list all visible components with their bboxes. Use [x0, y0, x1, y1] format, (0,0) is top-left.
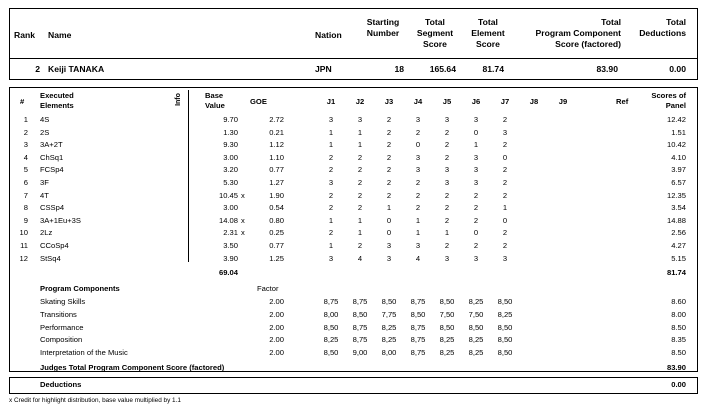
element-goe: 2.72: [269, 115, 284, 124]
element-panel-score: 12.42: [666, 115, 686, 124]
component-row: [0, 295, 710, 308]
element-judge-score: 2: [444, 152, 450, 162]
element-goe: 0.80: [269, 215, 284, 225]
judge-header-3: J3: [384, 97, 394, 106]
element-judge-score: 2: [502, 190, 508, 200]
element-number: 12: [19, 253, 28, 263]
component-judge-score: 7,50: [468, 309, 484, 319]
element-judge-score: 3: [473, 115, 479, 124]
element-judge-score: 0: [502, 152, 508, 162]
header-divider: [9, 58, 698, 59]
element-goe: 0.77: [269, 241, 284, 250]
element-panel-score: 10.42: [666, 140, 686, 150]
component-judge-score: 8,25: [468, 335, 484, 345]
element-judge-score: 2: [386, 140, 392, 150]
element-goe: 0.25: [269, 228, 284, 238]
component-judge-score: 8,75: [323, 297, 339, 306]
num-header: #: [20, 97, 25, 106]
element-judge-score: 2: [444, 241, 450, 250]
element-judge-score: 3: [473, 152, 479, 162]
element-judge-score: 3: [444, 178, 450, 187]
element-judge-score: 1: [328, 215, 334, 225]
scores-of-panel-header: Scores of Panel: [651, 91, 686, 110]
element-goe: 1.12: [269, 140, 284, 150]
judge-header-4: J4: [413, 97, 423, 106]
element-judge-score: 1: [357, 215, 363, 225]
element-judge-score: 2: [444, 203, 450, 213]
element-base-value: 3.50: [223, 241, 238, 250]
pcs-total-value: 83.90: [666, 363, 686, 372]
element-code: 4T: [40, 190, 49, 200]
pcs-value: 83.90: [596, 64, 618, 74]
element-code: ChSq1: [40, 152, 64, 162]
segment-score-header: Total Segment Score: [416, 17, 454, 49]
judge-header-7: J7: [500, 97, 510, 106]
component-factor: 2.00: [269, 335, 284, 345]
element-base-value: 2.31: [223, 228, 238, 238]
deductions-label: Deductions: [40, 380, 82, 389]
element-judge-score: 2: [386, 115, 392, 124]
element-base-value: 3.20: [223, 165, 238, 175]
element-judge-score: 1: [357, 140, 363, 150]
element-panel-score: 6.57: [671, 178, 686, 187]
component-judge-score: 8,25: [381, 322, 397, 332]
element-judge-score: 2: [415, 127, 421, 137]
component-judge-score: 8,25: [468, 348, 484, 358]
element-judge-score: 2: [386, 152, 392, 162]
element-goe: 1.25: [269, 253, 284, 263]
element-judge-score: 4: [357, 253, 363, 263]
element-judge-score: 2: [386, 127, 392, 137]
component-factor: 2.00: [269, 309, 284, 319]
component-judge-score: 8,75: [410, 348, 426, 358]
base-value-header: Base Value: [205, 91, 225, 110]
element-judge-score: 1: [502, 203, 508, 213]
element-row: [0, 164, 710, 176]
element-judge-score: 3: [386, 241, 392, 250]
element-judge-score: 2: [502, 178, 508, 187]
element-judge-score: 3: [328, 178, 334, 187]
element-judge-score: 1: [444, 228, 450, 238]
element-panel-score: 14.88: [666, 215, 686, 225]
element-judge-score: 2: [357, 152, 363, 162]
element-panel-score: 1.51: [671, 127, 686, 137]
component-name: Interpretation of the Music: [40, 348, 128, 358]
element-row: [0, 152, 710, 164]
element-row: [0, 202, 710, 214]
component-judge-score: 8,75: [410, 335, 426, 345]
component-panel-score: 8.35: [671, 335, 686, 345]
element-panel-score: 4.27: [671, 241, 686, 250]
element-number: 3: [23, 140, 28, 150]
element-judge-score: 2: [357, 165, 363, 175]
element-judge-score: 2: [328, 228, 334, 238]
element-judge-score: 2: [444, 215, 450, 225]
element-panel-score: 12.35: [666, 190, 686, 200]
element-base-value: 14.08: [218, 215, 238, 225]
element-number: 1: [23, 115, 28, 124]
component-row: [0, 308, 710, 321]
element-base-value: 10.45: [218, 190, 238, 200]
component-judge-score: 8,25: [439, 335, 455, 345]
component-judge-score: 7,75: [381, 309, 397, 319]
element-base-value: 9.30: [223, 140, 238, 150]
element-goe: 1.10: [269, 152, 284, 162]
component-row: [0, 346, 710, 359]
element-judge-score: 0: [386, 228, 392, 238]
element-judge-score: 3: [444, 115, 450, 124]
element-judge-score: 2: [473, 241, 479, 250]
component-judge-score: 8,25: [468, 297, 484, 306]
element-base-value: 3.00: [223, 152, 238, 162]
element-judge-score: 2: [328, 152, 334, 162]
element-judge-score: 3: [415, 115, 421, 124]
element-code: 3F: [40, 178, 49, 187]
component-judge-score: 8,75: [410, 297, 426, 306]
element-code: FCSp4: [40, 165, 64, 175]
element-judge-score: 2: [444, 127, 450, 137]
skater-name: Keiji TANAKA: [48, 64, 105, 74]
element-code: 2Lz: [40, 228, 53, 238]
element-judge-score: 2: [357, 241, 363, 250]
name-header: Name: [48, 30, 72, 40]
deductions-box: [9, 377, 698, 394]
element-goe: 0.77: [269, 165, 284, 175]
element-judge-score: 1: [473, 140, 479, 150]
element-judge-score: 1: [386, 203, 392, 213]
component-row: [0, 333, 710, 346]
element-row: [0, 253, 710, 265]
element-judge-score: 3: [502, 253, 508, 263]
element-judge-score: 3: [444, 165, 450, 175]
info-header: Info: [174, 93, 182, 106]
element-judge-score: 2: [502, 241, 508, 250]
element-row: [0, 114, 710, 126]
element-judge-score: 3: [444, 253, 450, 263]
rank-header: Rank: [14, 30, 36, 40]
element-judge-score: 2: [502, 165, 508, 175]
goe-header: GOE: [250, 97, 267, 106]
ref-header: Ref: [616, 97, 629, 106]
element-row: [0, 177, 710, 189]
element-judge-score: 3: [357, 115, 363, 124]
component-judge-score: 9,00: [352, 348, 368, 358]
element-goe: 1.90: [269, 190, 284, 200]
component-judge-score: 8,75: [352, 297, 368, 306]
element-judge-score: 2: [328, 190, 334, 200]
executed-elements-header: Executed Elements: [40, 91, 74, 110]
component-judge-score: 8,50: [439, 297, 455, 306]
judge-header-6: J6: [471, 97, 481, 106]
element-code: 4S: [40, 115, 50, 124]
element-panel-score: 2.56: [671, 228, 686, 238]
component-name: Performance: [40, 322, 84, 332]
element-judge-score: 2: [473, 203, 479, 213]
element-judge-score: 2: [415, 190, 421, 200]
element-score-value: 81.74: [482, 64, 504, 74]
component-factor: 2.00: [269, 297, 284, 306]
pcs-total-label: Judges Total Program Component Score (factored): [40, 363, 225, 372]
element-judge-score: 1: [357, 228, 363, 238]
element-judge-score: 1: [328, 127, 334, 137]
component-judge-score: 8,50: [381, 297, 397, 306]
element-code: 3A+1Eu+3S: [40, 215, 81, 225]
element-judge-score: 3: [415, 152, 421, 162]
component-judge-score: 8,00: [323, 309, 339, 319]
nation-header: Nation: [315, 30, 342, 40]
nation-value: JPN: [315, 64, 332, 74]
judge-header-1: J1: [326, 97, 336, 106]
element-judge-score: 2: [386, 165, 392, 175]
element-row: [0, 215, 710, 227]
element-judge-score: 2: [444, 190, 450, 200]
element-number: 11: [20, 241, 28, 250]
element-judge-score: 1: [328, 241, 334, 250]
starting-number-header: Starting Number: [366, 17, 400, 38]
element-goe: 0.54: [269, 203, 284, 213]
element-judge-score: 3: [386, 253, 392, 263]
element-judge-score: 3: [473, 165, 479, 175]
element-number: 4: [23, 152, 28, 162]
component-judge-score: 8,50: [323, 348, 339, 358]
element-judge-score: 2: [386, 190, 392, 200]
deductions-header: Total Deductions: [639, 17, 686, 38]
component-judge-score: 8,25: [381, 335, 397, 345]
element-judge-score: 1: [415, 215, 421, 225]
element-row: [0, 227, 710, 239]
element-number: 2: [23, 127, 28, 137]
element-row: [0, 127, 710, 139]
segment-score-value: 165.64: [429, 64, 456, 74]
panel-score-total: 81.74: [666, 268, 686, 277]
element-judge-score: 0: [473, 127, 479, 137]
component-judge-score: 8,50: [497, 348, 513, 358]
element-base-value: 5.30: [223, 178, 238, 187]
component-panel-score: 8.50: [671, 322, 686, 332]
component-judge-score: 8,00: [381, 348, 397, 358]
component-name: Composition: [40, 335, 83, 345]
base-value-total: 69.04: [218, 268, 238, 277]
element-judge-score: 0: [415, 140, 421, 150]
element-code: StSq4: [40, 253, 61, 263]
component-factor: 2.00: [269, 348, 284, 358]
element-judge-score: 2: [357, 178, 363, 187]
footnote: x Credit for highlight distribution, base value multiplied by 1.1: [9, 397, 181, 404]
element-judge-score: 3: [473, 253, 479, 263]
element-row: [0, 139, 710, 151]
element-judge-score: 1: [328, 140, 334, 150]
element-judge-score: 3: [502, 127, 508, 137]
element-row: [0, 240, 710, 252]
pcs-header: Total Program Component Score (factored): [535, 17, 621, 49]
judge-header-5: J5: [442, 97, 452, 106]
program-components-title: Program Components: [40, 284, 120, 293]
element-judge-score: 2: [473, 215, 479, 225]
component-judge-score: 8,25: [497, 309, 513, 319]
element-judge-score: 2: [502, 115, 508, 124]
factor-header: Factor: [257, 284, 279, 293]
component-row: [0, 321, 710, 334]
element-score-header: Total Element Score: [471, 17, 505, 49]
component-judge-score: 8,50: [439, 322, 455, 332]
element-judge-score: 2: [328, 203, 334, 213]
element-panel-score: 3.97: [671, 165, 686, 175]
element-judge-score: 2: [357, 190, 363, 200]
component-judge-score: 8,50: [497, 297, 513, 306]
component-judge-score: 8,50: [468, 322, 484, 332]
element-panel-score: 4.10: [671, 152, 686, 162]
component-judge-score: 8,50: [410, 309, 426, 319]
element-number: 5: [23, 165, 28, 175]
element-judge-score: 3: [473, 178, 479, 187]
component-panel-score: 8.60: [671, 297, 686, 306]
element-judge-score: 4: [415, 253, 421, 263]
component-judge-score: 8,75: [410, 322, 426, 332]
element-bonus-marker: x: [241, 228, 245, 238]
element-judge-score: 3: [328, 253, 334, 263]
component-panel-score: 8.00: [671, 309, 686, 319]
component-panel-score: 8.50: [671, 348, 686, 358]
judge-header-8: J8: [529, 97, 539, 106]
element-bonus-marker: x: [241, 190, 245, 200]
element-number: 10: [19, 228, 28, 238]
element-judge-score: 1: [415, 228, 421, 238]
element-bonus-marker: x: [241, 215, 245, 225]
element-panel-score: 3.54: [671, 203, 686, 213]
element-judge-score: 3: [328, 115, 334, 124]
component-judge-score: 7,50: [439, 309, 455, 319]
component-name: Skating Skills: [40, 297, 86, 306]
element-code: CCoSp4: [40, 241, 69, 250]
element-judge-score: 2: [328, 165, 334, 175]
element-base-value: 3.00: [223, 203, 238, 213]
element-judge-score: 2: [444, 140, 450, 150]
component-judge-score: 8,50: [497, 322, 513, 332]
deductions-value: 0.00: [669, 64, 686, 74]
component-name: Transitions: [40, 309, 77, 319]
element-number: 7: [23, 190, 28, 200]
element-base-value: 1.30: [223, 127, 238, 137]
element-judge-score: 3: [415, 165, 421, 175]
element-code: 2S: [40, 127, 50, 137]
judge-header-2: J2: [355, 97, 365, 106]
element-judge-score: 0: [386, 215, 392, 225]
element-number: 9: [23, 215, 28, 225]
rank-value: 2: [35, 64, 40, 74]
element-base-value: 9.70: [223, 115, 238, 124]
component-judge-score: 8,75: [352, 322, 368, 332]
element-judge-score: 1: [357, 127, 363, 137]
element-goe: 0.21: [269, 127, 284, 137]
element-code: 3A+2T: [40, 140, 63, 150]
element-judge-score: 2: [502, 228, 508, 238]
component-judge-score: 8,25: [439, 348, 455, 358]
element-judge-score: 0: [473, 228, 479, 238]
element-judge-score: 2: [386, 178, 392, 187]
component-judge-score: 8,50: [323, 322, 339, 332]
component-judge-score: 8,50: [497, 335, 513, 345]
starting-number-value: 18: [394, 64, 404, 74]
element-number: 8: [23, 203, 28, 213]
judge-header-9: J9: [558, 97, 568, 106]
element-judge-score: 3: [415, 241, 421, 250]
element-judge-score: 2: [357, 203, 363, 213]
element-row: [0, 190, 710, 202]
element-judge-score: 2: [473, 190, 479, 200]
element-number: 6: [23, 178, 28, 187]
element-judge-score: 2: [415, 203, 421, 213]
element-judge-score: 2: [502, 140, 508, 150]
component-factor: 2.00: [269, 322, 284, 332]
element-panel-score: 5.15: [671, 253, 686, 263]
element-base-value: 3.90: [223, 253, 238, 263]
component-judge-score: 8,50: [352, 309, 368, 319]
component-judge-score: 8,25: [323, 335, 339, 345]
element-code: CSSp4: [40, 203, 65, 213]
element-judge-score: 0: [502, 215, 508, 225]
component-judge-score: 8,75: [352, 335, 368, 345]
element-goe: 1.27: [269, 178, 284, 187]
element-judge-score: 2: [415, 178, 421, 187]
deductions-total: 0.00: [671, 380, 686, 389]
